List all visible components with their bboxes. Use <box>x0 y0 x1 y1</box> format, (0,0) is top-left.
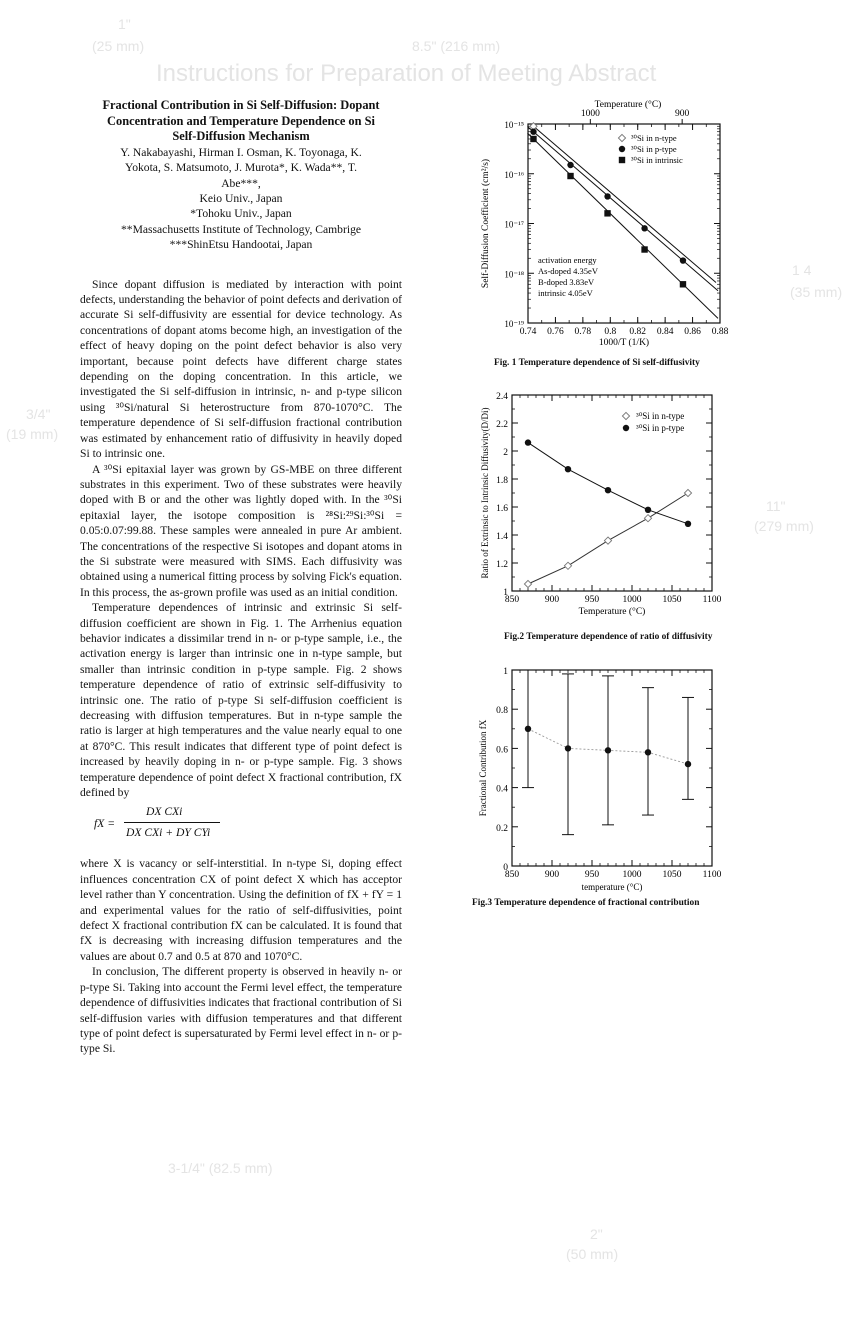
data-point <box>605 487 611 493</box>
data-point <box>524 580 531 587</box>
fig2-chart <box>476 385 738 631</box>
ghost-top-left: 1" <box>118 16 131 32</box>
y-tick-label: 1 <box>503 588 508 598</box>
author-line: Yokota, S. Matsumoto, J. Murota*, K. Wada**, T. <box>124 161 358 175</box>
data-point <box>605 747 611 753</box>
affiliation: **Massachusetts Institute of Technology, Cambrige <box>120 222 362 236</box>
legend-marker <box>622 412 629 419</box>
y-tick-label: 0.4 <box>496 784 508 795</box>
x-tick-label: 1050 <box>662 870 682 880</box>
y-tick-label: 10⁻¹⁵ <box>504 120 524 130</box>
data-point <box>684 489 691 496</box>
ghost-right-top: 1 4 <box>792 262 812 278</box>
data-point <box>525 439 531 445</box>
data-point <box>567 173 573 179</box>
x-axis-label: 1000/T (1/K) <box>598 338 650 348</box>
x-tick-label: 950 <box>584 870 600 880</box>
affiliations <box>80 191 402 253</box>
text-column <box>80 98 402 1057</box>
y-tick-label: 10⁻¹⁸ <box>504 269 524 280</box>
data-point <box>567 162 573 168</box>
paper-title <box>80 98 402 145</box>
data-point <box>641 246 647 252</box>
top-tick-label: 900 <box>675 109 690 119</box>
legend-marker <box>619 146 625 152</box>
data-point <box>604 537 611 544</box>
figure-3 <box>472 660 738 915</box>
x-tick-label: 950 <box>584 595 600 605</box>
y-tick-label: 0.2 <box>496 823 508 834</box>
y-tick-label: 2 <box>503 448 508 458</box>
data-point <box>645 507 651 513</box>
y-tick-label: 1.4 <box>496 532 508 542</box>
plot-frame <box>512 670 712 866</box>
title-line: Self-Diffusion Mechanism <box>172 129 310 144</box>
x-tick-label: 0.82 <box>629 327 647 337</box>
formula-lhs: fX = <box>94 817 116 831</box>
fig2-caption: Fig.2 Temperature dependence of ratio of diffusivity <box>504 632 713 642</box>
data-point <box>685 521 691 527</box>
legend-label: ³⁰Si in p-type <box>631 144 677 154</box>
x-tick-label: 0.88 <box>711 327 729 337</box>
x-tick-label: 0.78 <box>574 327 592 337</box>
x-tick-label: 900 <box>544 595 560 605</box>
title-line: Concentration and Temperature Dependence on Si <box>107 113 375 128</box>
top-axis-label: Temperature (°C) <box>594 100 662 110</box>
series-line <box>528 443 688 524</box>
affiliation: Keio Univ., Japan <box>199 192 283 205</box>
data-point <box>641 225 647 231</box>
abstract-page <box>74 90 740 1140</box>
ghost-right-mm: (279 mm) <box>754 518 814 534</box>
y-tick-label: 2.2 <box>496 420 508 430</box>
data-point <box>604 210 610 216</box>
x-tick-label: 1100 <box>702 870 722 880</box>
annotation-text: activation energy <box>538 255 597 265</box>
y-tick-label: 0.6 <box>496 745 508 756</box>
fig1-caption: Fig. 1 Temperature dependence of Si self-diffusivity <box>494 358 700 368</box>
fig1-chart <box>476 102 738 357</box>
abstract-body <box>80 277 402 1057</box>
author-line: Abe***, <box>221 176 261 190</box>
formula-denominator: DX CXi + DY CYi <box>126 826 211 840</box>
x-axis-label: temperature (°C) <box>581 882 643 892</box>
y-tick-label: 10⁻¹⁷ <box>504 219 524 230</box>
annotation-text: intrinsic 4.05eV <box>538 288 593 298</box>
y-tick-label: 1 <box>503 667 508 677</box>
y-tick-label: 2.4 <box>496 392 508 402</box>
x-tick-label: 850 <box>504 870 520 880</box>
legend-label: ³⁰Si in n-type <box>631 133 677 143</box>
annotation-text: B-doped 3.83eV <box>538 277 595 287</box>
x-tick-label: 0.86 <box>684 327 701 337</box>
data-point <box>644 515 651 522</box>
ghost-top-center: 8.5" (216 mm) <box>412 38 501 54</box>
author-line: Y. Nakabayashi, Hirman I. Osman, K. Toyonaga, K. <box>120 145 362 159</box>
figure-2 <box>476 385 738 650</box>
authors <box>80 145 402 191</box>
legend-marker <box>618 134 625 141</box>
legend-label: ³⁰Si in n-type <box>636 411 685 421</box>
x-tick-label: 1000 <box>622 870 642 880</box>
x-tick-label: 1050 <box>662 595 682 605</box>
legend-marker <box>619 157 625 163</box>
ghost-bottom2-mm: (50 mm) <box>566 1246 619 1262</box>
ghost-left: 3/4" <box>26 406 51 422</box>
data-point <box>685 761 691 767</box>
x-tick-label: 0.76 <box>547 327 564 337</box>
y-tick-label: 0.8 <box>496 706 508 717</box>
ghost-bottom: 3-1/4" (82.5 mm) <box>168 1160 273 1176</box>
data-point <box>530 129 536 135</box>
fraction-bar <box>124 822 220 823</box>
x-tick-label: 0.84 <box>656 327 674 337</box>
affiliation: ***ShinEtsu Handootai, Japan <box>169 238 313 252</box>
data-point <box>645 749 651 755</box>
x-tick-label: 1100 <box>702 595 722 605</box>
y-axis-label: Ratio of Extrinsic to Intrinsic Diffusivity(D/Di) <box>480 407 490 579</box>
x-tick-label: 0.8 <box>604 327 617 337</box>
data-point <box>525 726 531 732</box>
y-tick-label: 1.6 <box>496 504 508 514</box>
figure-1 <box>476 102 738 372</box>
data-point <box>564 562 571 569</box>
data-point <box>680 257 686 263</box>
y-axis-label: Fractional Contribution fX <box>478 719 488 817</box>
y-tick-label: 1.2 <box>496 560 508 570</box>
data-point <box>604 193 610 199</box>
x-tick-label: 0.74 <box>519 327 537 337</box>
y-tick-label: 1.8 <box>496 476 508 486</box>
fig3-caption: Fig.3 Temperature dependence of fractional contribution <box>472 898 700 908</box>
y-tick-label: 10⁻¹⁶ <box>504 169 524 180</box>
legend-label: ³⁰Si in intrinsic <box>631 155 683 165</box>
y-tick-label: 0 <box>503 863 508 873</box>
paragraph: where X is vacancy or self-interstitial. In n-type Si, doping effect influences concentration CX of point defect X which has acceptor level rather than Y concentration. Using the definition of fX + fY = 1 and experimental values for the ratio of self-diffusivities, point defect X fractional contribution fX can be calculated. It is found that fX is decreasing with increasing diffusion temperatures and the values are about 0.7 and 0.5 at 870 and 1070°C. <box>80 857 402 963</box>
paragraph: A ³⁰Si epitaxial layer was grown by GS-MBE on three different substrates in this experiment. Two of these substrates were heavily doped with B or and the other was lightly doped with. In the ³⁰Si epitaxial layer, the isotope composition is ²⁸Si:²⁹Si:³⁰Si = 0.05:0.07:99.88. These samples were annealed in pure Ar ambient. The concentrations of the respective Si isotopes and dopant atoms in the Si substrate were measured with SIMS. Each diffusivity was obtained using a numerical fitting process by solving Fick's equation. In this process, the as-grown profile was used as an initial condition. <box>80 462 402 599</box>
ghost-right-top-mm: (35 mm) <box>790 284 842 300</box>
data-point <box>565 745 571 751</box>
top-tick-label: 1000 <box>580 109 600 119</box>
x-tick-label: 850 <box>504 595 520 605</box>
ghost-left-mm: (19 mm) <box>6 426 59 442</box>
x-tick-label: 900 <box>544 870 560 880</box>
data-point <box>565 466 571 472</box>
fig3-chart <box>472 660 738 896</box>
legend-label: ³⁰Si in p-type <box>636 423 685 433</box>
legend-marker <box>623 425 629 431</box>
paragraph: Since dopant diffusion is mediated by interaction with point defects, understanding the behavior of point defects and derivation of accurate Si self-diffusivity are essential for device technology. As concentrations of dopant atoms become high, an investigation of the effect of heavy doping on the point defect behavior is also very important, because point defects have different charge states depending on the doping concentration. In this article, we investigated the Si self-diffusion in intrinsic, n- and p-type silicon using ³⁰Si/natural Si heterostructure from 870-1070°C. The temperature dependence of Si self-diffusion fractional contribution was estimated by enhancement ratio of diffusivity in heavily doped Si to intrinsic one. <box>80 277 402 461</box>
title-line: Fractional Contribution in Si Self-Diffusion: Dopant <box>102 98 380 112</box>
fraction-formula <box>80 804 402 852</box>
y-axis-label: Self-Diffusion Coefficient (cm²/s) <box>481 158 491 289</box>
x-tick-label: 1000 <box>622 595 642 605</box>
data-point <box>530 136 536 142</box>
formula-numerator: DX CXi <box>146 805 183 819</box>
annotation-text: As-doped 4.35eV <box>538 266 598 276</box>
ghost-top-left-mm: (25 mm) <box>92 38 145 54</box>
x-axis-label: Temperature (°C) <box>578 607 646 617</box>
ghost-title: Instructions for Preparation of Meeting Abstract <box>156 60 657 87</box>
data-point <box>680 281 686 287</box>
affiliation: *Tohoku Univ., Japan <box>190 207 292 221</box>
ghost-right: 11" <box>766 498 786 514</box>
ghost-bottom2: 2" <box>590 1226 603 1242</box>
y-tick-label: 10⁻¹⁹ <box>504 319 524 329</box>
paragraph: Temperature dependences of intrinsic and extrinsic Si self-diffusion coefficient are shown in Fig. 1. The Arrhenius equation behavior indicates a dissimilar trend in n- or p-type sample, i.e., the activation energy is larger than intrinsic one in n-type sample, but smaller than intrinsic condition in p-type sample. Fig. 2 shows temperature dependence of ratio of extrinsic self-diffusivity to intrinsic one. The ratio of p-type Si self-diffusion coefficient is decreasing with diffusion temperatures. But in n-type sample the ratio is larger at high temperatures and the value nearly equal to one at 870°C. This result indicates that different type of point defect is increased by heavily doping in n- or p-type sample. Fig. 3 shows temperature dependence of point defect X fractional contribution, fX defined by <box>80 601 402 800</box>
paragraph: In conclusion, The different property is observed in heavily n- or p-type Si. Taking into account the Fermi level effect, the temperature dependence of diffusivities indicates that fractional contribution of Si self-diffusion varies with diffusion temperatures and that different type of point defect is supersaturated by Fermi level effect in n- or p-type Si. <box>80 965 402 1056</box>
